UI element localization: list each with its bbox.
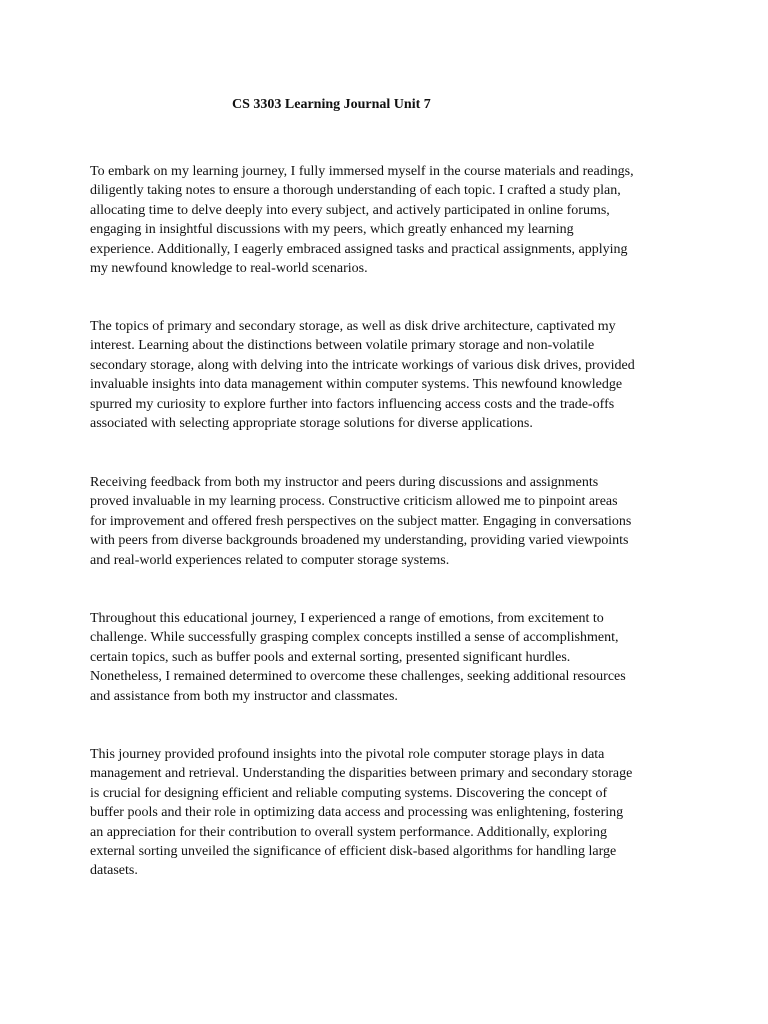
text-line: allocating time to delve deeply into every subject, and actively participated in online forums,	[90, 202, 610, 218]
text-line: interest. Learning about the distinctions between volatile primary storage and non-volatile	[90, 338, 595, 354]
paragraph-storage-topics	[90, 317, 690, 433]
text-line: invaluable insights into data management within computer systems. This newfound knowledge	[90, 377, 623, 393]
text-line: an appreciation for their contribution to overall system performance. Additionally, exploring	[90, 824, 607, 840]
paragraph-study-approach	[90, 162, 690, 278]
text-line: To embark on my learning journey, I fully immersed myself in the course materials and readings,	[90, 164, 634, 179]
paragraph-insights	[90, 745, 690, 881]
text-line: my newfound knowledge to real-world scenarios.	[90, 261, 368, 277]
text-line: with peers from diverse backgrounds broadened my understanding, providing varied viewpoints	[90, 533, 629, 549]
text-line: datasets.	[90, 863, 138, 879]
paragraph-feedback	[90, 473, 690, 570]
text-line: spurred my curiosity to explore further into factors influencing access costs and the trade-offs	[90, 396, 615, 412]
text-line: certain topics, such as buffer pools and external sorting, presented significant hurdles.	[90, 649, 571, 665]
text-line: Receiving feedback from both my instructor and peers during discussions and assignments	[90, 475, 599, 490]
text-line: This journey provided profound insights into the pivotal role computer storage plays in data	[90, 747, 605, 762]
text-line: management and retrieval. Understanding the disparities between primary and secondary storage	[90, 766, 633, 782]
text-line: external sorting unveiled the significance of efficient disk-based algorithms for handling large	[90, 844, 617, 860]
document-title: CS 3303 Learning Journal Unit 7	[232, 97, 431, 112]
text-line: challenge. While successfully grasping complex concepts instilled a sense of accomplishment,	[90, 630, 619, 646]
text-line: associated with selecting appropriate storage solutions for diverse applications.	[90, 416, 533, 432]
text-line: The topics of primary and secondary storage, as well as disk drive architecture, captivated my	[90, 319, 616, 334]
text-line: engaging in insightful discussions with my peers, which greatly enhanced my learning	[90, 222, 574, 238]
text-line: proved invaluable in my learning process. Constructive criticism allowed me to pinpoint areas	[90, 494, 618, 510]
text-line: is crucial for designing efficient and reliable computing systems. Discovering the concept of	[90, 785, 608, 801]
paragraph-emotions	[90, 609, 690, 706]
text-line: and assistance from both my instructor and classmates.	[90, 688, 398, 704]
text-line: buffer pools and their role in optimizing data access and processing was enlightening, fostering	[90, 805, 624, 821]
text-line: for improvement and offered fresh perspectives on the subject matter. Engaging in conversations	[90, 513, 632, 529]
text-line: secondary storage, along with delving into the intricate workings of various disk drives, provided	[90, 357, 635, 373]
text-line: experience. Additionally, I eagerly embraced assigned tasks and practical assignments, applying	[90, 241, 628, 257]
text-line: and real-world experiences related to computer storage systems.	[90, 552, 450, 568]
text-line: Throughout this educational journey, I experienced a range of emotions, from excitement to	[90, 611, 604, 626]
text-line: diligently taking notes to ensure a thorough understanding of each topic. I crafted a study plan,	[90, 183, 621, 199]
text-line: Nonetheless, I remained determined to overcome these challenges, seeking additional resources	[90, 669, 626, 685]
